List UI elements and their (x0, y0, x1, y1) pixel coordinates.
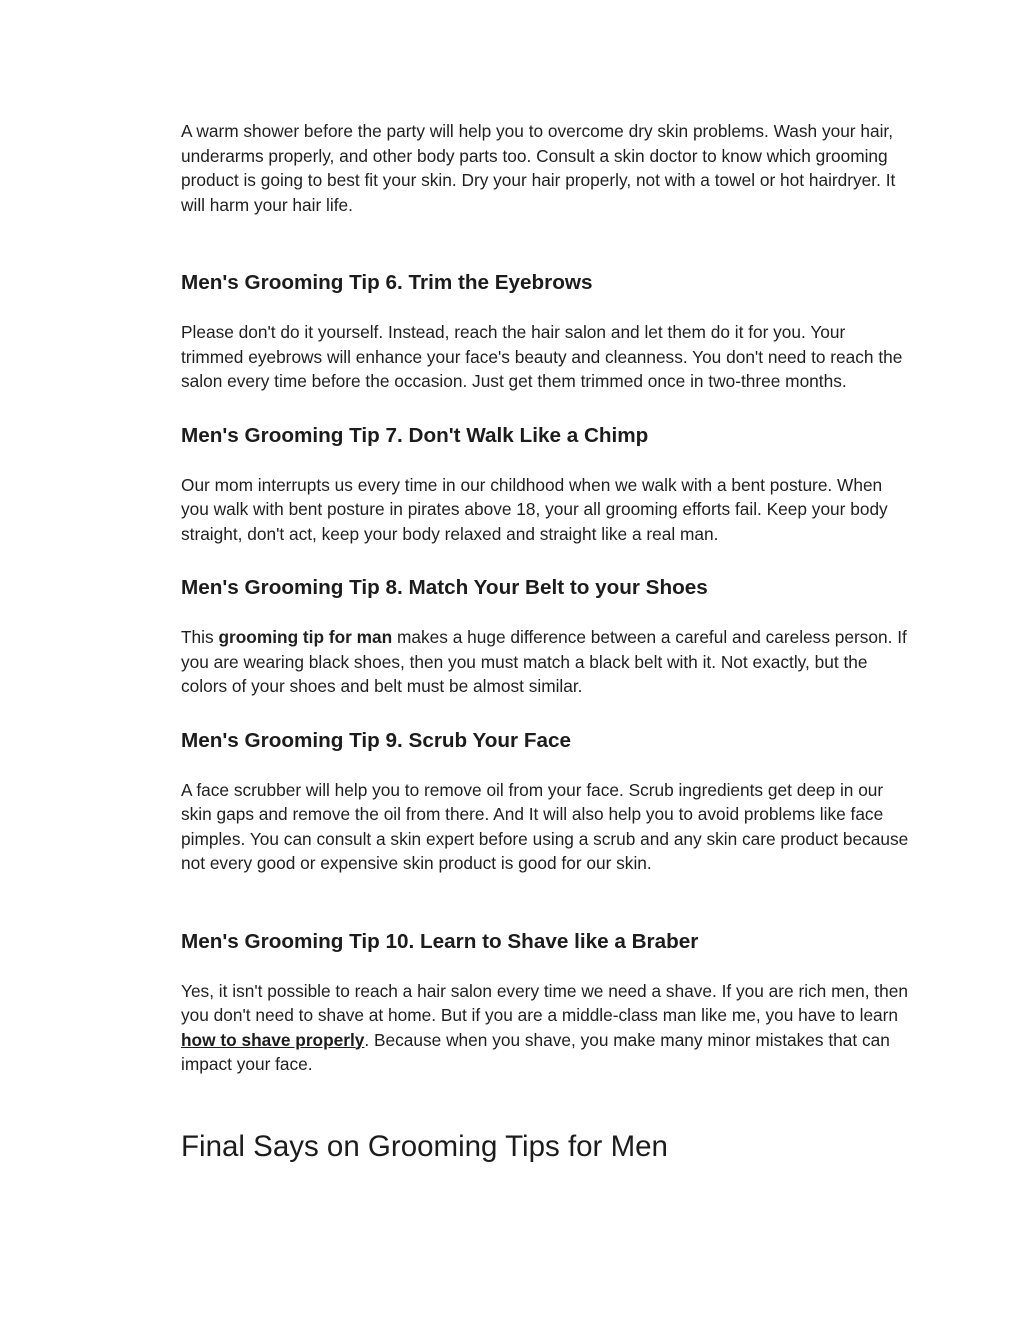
tip8-text-pre: This (181, 627, 219, 647)
tip9-paragraph: A face scrubber will help you to remove oil from your face. Scrub ingredients get deep in our skin gaps and remove the oil from there. And It will also help you to avoid problems like face pimples. You can consult a skin expert before using a scrub and any skin care product because not every good or expensive skin product is good for our skin. (181, 779, 909, 873)
tip10-paragraph (181, 979, 911, 1077)
tip10-heading: Men's Grooming Tip 10. Learn to Shave like a Braber (181, 929, 699, 953)
tip9-heading: Men's Grooming Tip 9. Scrub Your Face (181, 728, 572, 752)
final-heading: Final Says on Grooming Tips for Men (181, 1129, 668, 1163)
tip8-text-post: makes a huge difference between a careful and careless person. If you are wearing black shoes, then you must match a black belt with it. Not exactly, but the colors of your shoes and belt must be almost similar. (181, 627, 907, 696)
tip8-bold-phrase: grooming tip for man (218, 627, 393, 647)
tip8-paragraph (181, 625, 911, 699)
how-to-shave-link[interactable]: how to shave properly (181, 1029, 365, 1050)
tip10-text-post: . Because when you shave, you make many minor mistakes that can impact your face. (181, 1029, 890, 1074)
tip6-paragraph: Please don't do it yourself. Instead, reach the hair salon and let them do it for you. Your trimmed eyebrows will enhance your face's beauty and cleanness. You don't need to reach the salon every time before the occasion. Just get them trimmed once in two-three months. (181, 322, 903, 391)
document-page (181, 119, 911, 1166)
tip7-paragraph: Our mom interrupts us every time in our childhood when we walk with a bent posture. When you walk with bent posture in pirates above 18, your all grooming efforts fail. Keep your body straight, don't act, keep your body relaxed and straight like a real man. (181, 474, 888, 544)
tip10-text-pre: Yes, it isn't possible to reach a hair salon every time we need a shave. If you are rich men, then you don't need to shave at home. But if you are a middle-class man like me, you have to learn (181, 980, 908, 1025)
tip8-heading: Men's Grooming Tip 8. Match Your Belt to your Shoes (181, 576, 708, 599)
intro-paragraph: A warm shower before the party will help you to overcome dry skin problems. Wash your hair, underarms properly, and other body parts too. Consult a skin doctor to know which grooming product is going to best fit your skin. Dry your hair properly, not with a towel or hot hairdryer. It will harm your hair life. (181, 121, 896, 215)
tip6-heading: Men's Grooming Tip 6. Trim the Eyebrows (181, 271, 593, 294)
tip7-heading: Men's Grooming Tip 7. Don't Walk Like a Chimp (181, 423, 649, 447)
